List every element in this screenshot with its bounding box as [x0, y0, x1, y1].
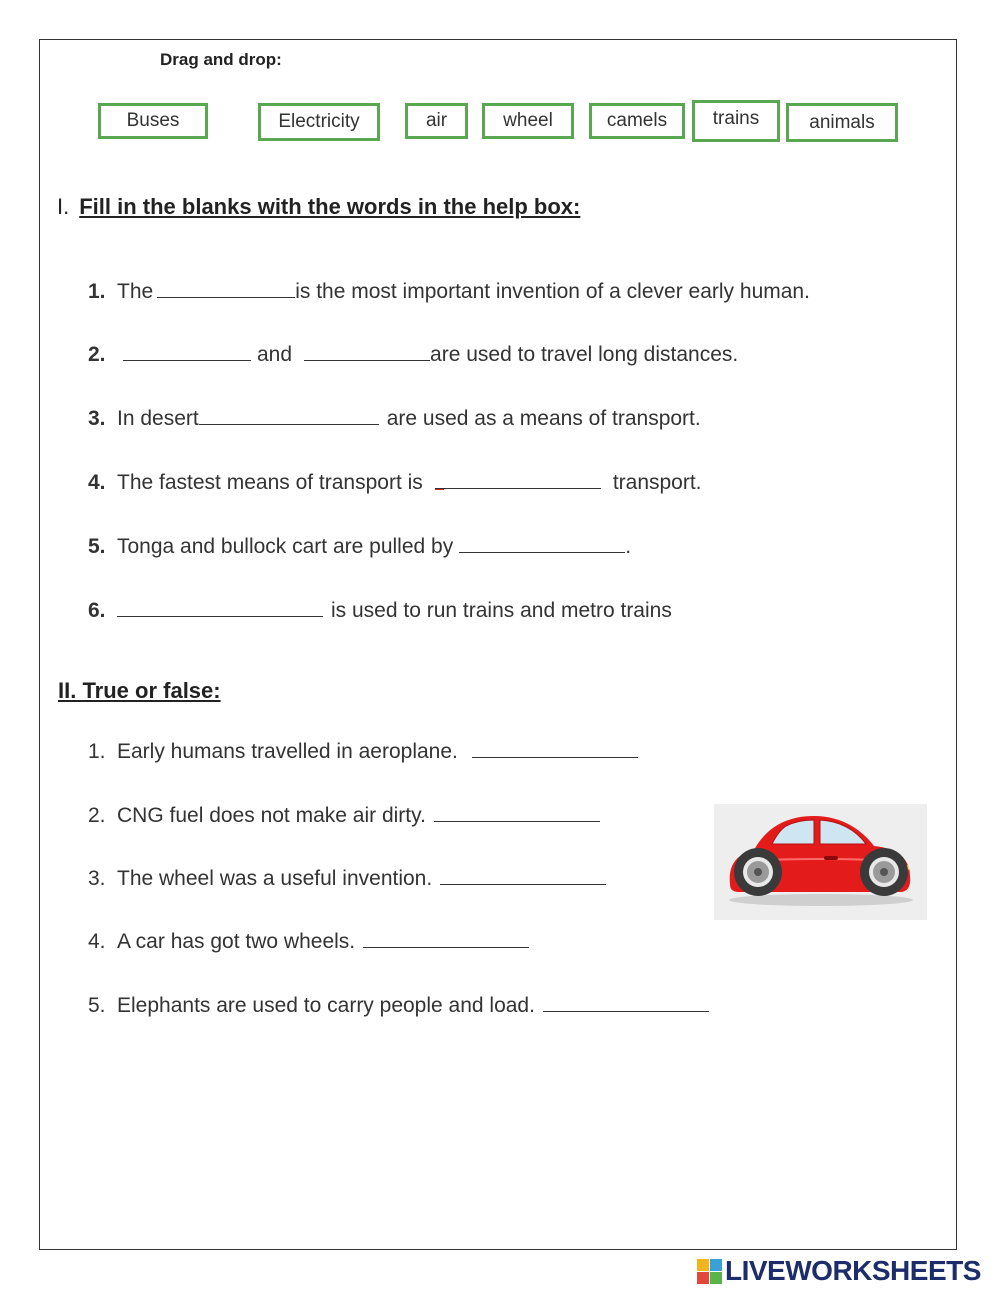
tf-question-1 — [88, 739, 642, 764]
question-text-a: The fastest means of transport is — [117, 471, 423, 494]
tf-question-3 — [88, 866, 610, 891]
word-animals[interactable]: animals — [786, 103, 898, 142]
liveworksheets-logo — [697, 1255, 981, 1287]
question-text-a: and — [257, 343, 293, 366]
question-text-a: In desert — [117, 407, 199, 430]
word-trains[interactable]: trains — [692, 100, 780, 142]
question-text: CNG fuel does not make air dirty. — [117, 804, 426, 827]
question-text: Elephants are used to carry people and load. — [117, 994, 535, 1017]
question-number: 4. — [88, 930, 106, 953]
question-text: Early humans travelled in aeroplane. — [117, 740, 458, 763]
tf-answer-blank-1[interactable] — [472, 739, 638, 758]
section2-heading — [58, 678, 221, 704]
answer-blank-5[interactable] — [459, 534, 625, 553]
word-wheel[interactable]: wheel — [482, 103, 574, 139]
tf-question-2 — [88, 803, 604, 828]
answer-blank-3[interactable] — [199, 406, 379, 425]
car-image — [714, 804, 927, 920]
fill-question-6 — [88, 598, 672, 623]
section1-title: Fill in the blanks with the words in the help box: — [79, 194, 581, 219]
answer-blank-1[interactable] — [157, 279, 295, 298]
question-text: The wheel was a useful invention. — [117, 867, 433, 890]
word-electricity[interactable]: Electricity — [258, 103, 380, 141]
question-number: 1. — [88, 740, 106, 763]
section1-heading — [57, 194, 580, 220]
tf-question-5 — [88, 993, 713, 1018]
question-number: 5. — [88, 535, 106, 558]
answer-blank-2b[interactable] — [304, 342, 430, 361]
help-box-title: Drag and drop: — [160, 50, 282, 69]
question-number: 2. — [88, 804, 106, 827]
question-number: 3. — [88, 867, 106, 890]
tf-answer-blank-3[interactable] — [440, 866, 606, 885]
word-camels[interactable]: camels — [589, 103, 685, 139]
question-number: 3. — [88, 407, 106, 430]
question-number: 1. — [88, 280, 106, 303]
fill-question-4 — [88, 470, 702, 495]
word-buses[interactable]: Buses — [98, 103, 208, 139]
answer-blank-6[interactable] — [117, 598, 323, 617]
tf-answer-blank-2[interactable] — [434, 803, 600, 822]
section2-title: II. True or false: — [58, 678, 221, 703]
question-text-b: . — [625, 535, 632, 558]
question-text: A car has got two wheels. — [117, 930, 356, 953]
logo-text: LIVEWORKSHEETS — [725, 1255, 981, 1286]
question-text-b: are used as a means of transport. — [386, 407, 701, 430]
answer-blank-2a[interactable] — [123, 342, 251, 361]
question-number: 4. — [88, 471, 106, 494]
logo-blocks-icon — [697, 1259, 722, 1284]
fill-question-3 — [88, 406, 701, 431]
word-air[interactable]: air — [405, 103, 468, 139]
question-text-b: transport. — [612, 471, 702, 494]
question-number: 6. — [88, 599, 106, 622]
question-text-a: Tonga and bullock cart are pulled by — [117, 535, 454, 558]
question-text-b: are used to travel long distances. — [430, 343, 739, 366]
tf-answer-blank-4[interactable] — [363, 929, 529, 948]
question-text-b: is used to run trains and metro trains — [331, 599, 672, 622]
tf-question-4 — [88, 929, 533, 954]
question-number: 2. — [88, 343, 106, 366]
worksheet-frame — [39, 39, 957, 1250]
fill-question-1 — [88, 279, 810, 304]
tf-answer-blank-5[interactable] — [543, 993, 709, 1012]
section1-roman: I. — [57, 194, 70, 219]
question-text-a: The — [117, 280, 154, 303]
answer-blank-4[interactable] — [435, 470, 601, 489]
fill-question-2 — [88, 342, 738, 367]
question-text-b: is the most important invention of a clever early human. — [295, 280, 810, 303]
red-car-icon — [714, 804, 927, 920]
fill-question-5 — [88, 534, 631, 559]
question-number: 5. — [88, 994, 106, 1017]
